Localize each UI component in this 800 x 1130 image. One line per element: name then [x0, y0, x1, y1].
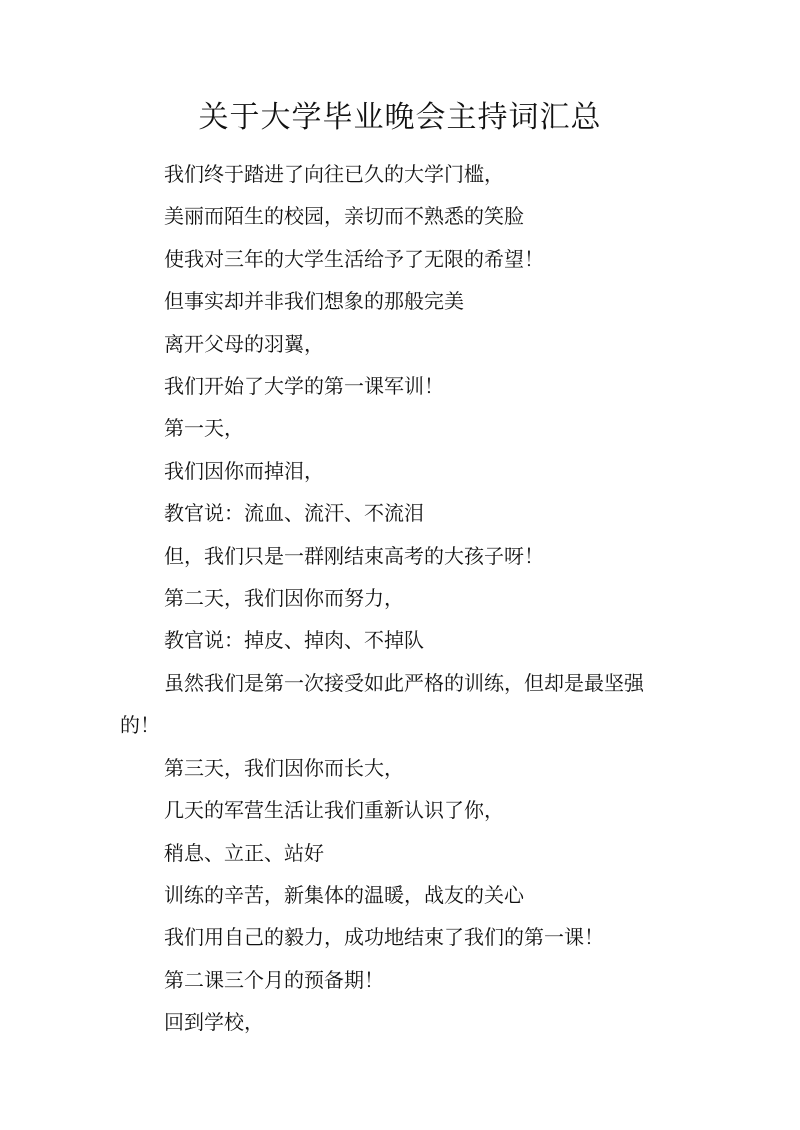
document-title: 关于大学毕业晚会主持词汇总: [198, 100, 602, 135]
paragraph: 教官说：流血、流汗、不流泪: [164, 501, 424, 526]
paragraph: 我们终于踏进了向往已久的大学门槛，: [164, 162, 504, 186]
paragraph: 稍息、立正、站好: [164, 840, 324, 865]
paragraph: 第二课三个月的预备期！: [164, 967, 384, 992]
paragraph: 第三天，我们因你而长大，: [164, 755, 404, 780]
paragraph: 虽然我们是第一次接受如此严格的训练，但却是最坚强的！: [120, 670, 644, 738]
paragraph: 教官说：掉皮、掉肉、不掉队: [164, 628, 424, 653]
paragraph: 我们因你而掉泪，: [164, 458, 324, 483]
paragraph: 使我对三年的大学生活给予了无限的希望！: [164, 246, 544, 271]
paragraph: 但事实却并非我们想象的那般完美: [164, 289, 464, 314]
paragraph: 训练的辛苦，新集体的温暖，战友的关心: [164, 882, 524, 907]
paragraph: 离开父母的羽翼，: [164, 331, 324, 356]
document-body: [120, 153, 680, 1044]
paragraph: 我们用自己的毅力，成功地结束了我们的第一课！: [164, 925, 604, 950]
paragraph: 几天的军营生活让我们重新认识了你，: [164, 798, 504, 823]
paragraph: 第一天，: [164, 416, 244, 441]
paragraph: 第二天，我们因你而努力，: [164, 586, 404, 611]
paragraph: 美丽而陌生的校园，亲切而不熟悉的笑脸: [164, 204, 524, 229]
paragraph: 但，我们只是一群刚结束高考的大孩子呀！: [164, 543, 544, 568]
paragraph: 我们开始了大学的第一课军训！: [164, 374, 444, 399]
paragraph: 回到学校，: [164, 1010, 264, 1035]
